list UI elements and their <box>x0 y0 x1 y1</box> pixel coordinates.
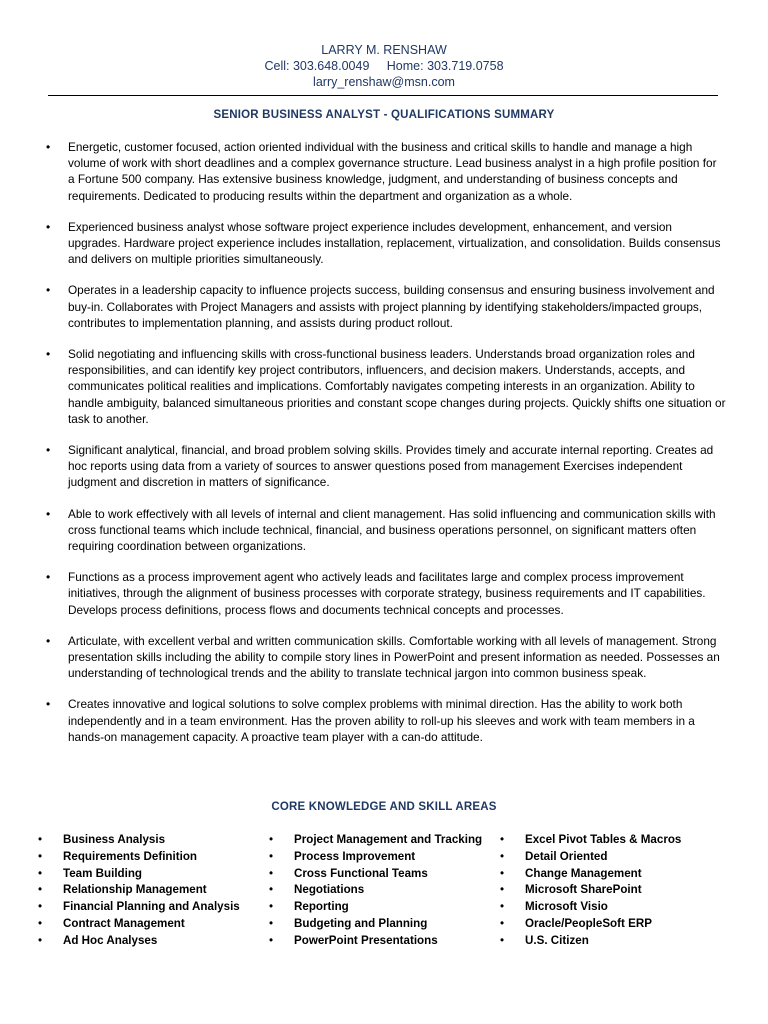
bullet-marker: • <box>269 900 274 914</box>
skill-item <box>500 832 720 849</box>
skill-label: Cross Functional Teams <box>294 866 428 880</box>
skill-label: Negotiations <box>294 883 365 897</box>
skill-item <box>38 866 269 883</box>
skill-item <box>500 849 720 866</box>
summary-bullet-text: Able to work effectively with all levels of internal and client management. Has solid influencing and communication skills with cross functional teams which include technical, financial, and business operations personnel, on significant matters often requiring coordination between organizations. <box>68 506 716 554</box>
resume-header <box>0 42 768 90</box>
summary-bullet <box>46 139 726 204</box>
summary-bullet <box>46 442 726 491</box>
skill-label: Reporting <box>294 900 349 914</box>
bullet-marker: • <box>269 933 274 947</box>
summary-title: SENIOR BUSINESS ANALYST - QUALIFICATIONS SUMMARY <box>213 109 555 121</box>
bullet-marker: • <box>46 443 51 458</box>
skill-label: U.S. Citizen <box>525 933 589 947</box>
summary-bullet-text: Functions as a process improvement agent who actively leads and facilitates large and complex process improvement initiatives, through the alignment of business processes with corporate strategy, business requirements and IT capabilities. Develops process definitions, process flows and documents technical concepts and processes. <box>68 570 706 617</box>
skill-label: Oracle/PeopleSoft ERP <box>525 916 652 930</box>
skill-item <box>269 916 500 933</box>
skill-label: PowerPoint Presentations <box>294 933 438 947</box>
summary-bullet <box>46 569 726 618</box>
skill-item <box>38 933 269 950</box>
bullet-marker: • <box>269 916 274 930</box>
summary-bullet <box>46 282 726 331</box>
skills-title: CORE KNOWLEDGE AND SKILL AREAS <box>271 801 497 813</box>
skill-item <box>500 866 720 883</box>
bullet-marker: • <box>500 933 505 947</box>
skill-item <box>500 882 720 899</box>
bullet-marker: • <box>269 833 274 846</box>
bullet-marker: • <box>38 849 43 863</box>
skill-item <box>500 916 720 933</box>
skill-item <box>38 849 269 866</box>
summary-bullet-text: Energetic, customer focused, action oriented individual with the business and critical skills to handle and manage a high volume of work with short deadlines and a complex governance structure. Lead business analyst in a high profile position for a Fortune 500 company. Has extensive business knowledge, judgment, and understanding of business concepts and requirements. Dedicated to producing results within the department and organization as a whole. <box>68 140 717 203</box>
summary-bullet-text: Operates in a leadership capacity to influence projects success, building consensus and ensuring business involvement and buy-in. Collaborates with Project Managers and assists with project planning by identifying stakeholders/impacted groups, contributes to implementation planning, and assists during product rollout. <box>68 283 715 330</box>
summary-list <box>46 139 726 760</box>
bullet-marker: • <box>38 916 43 930</box>
bullet-marker: • <box>38 883 43 897</box>
email-address: larry_renshaw@msn.com <box>313 75 455 89</box>
candidate-name: LARRY M. RENSHAW <box>321 43 447 57</box>
bullet-marker: • <box>46 219 51 234</box>
bullet-marker: • <box>500 833 505 846</box>
skill-label: Process Improvement <box>294 849 416 863</box>
bullet-marker: • <box>269 883 274 897</box>
bullet-marker: • <box>38 900 43 914</box>
bullet-marker: • <box>269 866 274 880</box>
bullet-marker: • <box>46 697 51 712</box>
bullet-marker: • <box>500 916 505 930</box>
skill-label: Contract Management <box>63 916 185 930</box>
skill-label: Ad Hoc Analyses <box>63 933 158 947</box>
summary-bullet <box>46 346 726 427</box>
summary-bullet <box>46 506 726 555</box>
skill-item <box>500 899 720 916</box>
skill-label: Microsoft Visio <box>525 900 608 914</box>
summary-bullet-text: Solid negotiating and influencing skills with cross-functional business leaders. Understands broad organization roles and responsibilities, and can identify key project contributors, influencers, and decision makers. Understands, accepts, and communicates political realities and implications. Comfortably navigates competing interests in an organization. Ability to handle ambiguity, balanced simultaneous priorities and constant scope changes during projects. Quickly shifts one situation or task to another. <box>68 347 726 426</box>
skill-item <box>500 933 720 950</box>
skill-label: Project Management and Tracking <box>294 833 483 846</box>
summary-bullet <box>46 696 726 745</box>
skill-label: Requirements Definition <box>63 849 197 863</box>
bullet-marker: • <box>46 140 51 154</box>
skill-item <box>269 882 500 899</box>
bullet-marker: • <box>46 347 51 362</box>
skill-label: Change Management <box>525 866 642 880</box>
skill-label: Team Building <box>63 866 143 880</box>
header-divider <box>48 95 718 96</box>
bullet-marker: • <box>46 633 51 648</box>
skill-label: Relationship Management <box>63 883 207 897</box>
bullet-marker: • <box>500 849 505 863</box>
skill-label: Budgeting and Planning <box>294 916 428 930</box>
skill-item <box>269 866 500 883</box>
skill-item <box>38 899 269 916</box>
bullet-marker: • <box>500 883 505 897</box>
summary-bullet-text: Significant analytical, financial, and broad problem solving skills. Provides timely and accurate internal reporting. Creates ad hoc reports using data from a variety of sources to answer questions posed from management Exercises independent judgment and discretion in matters of significance. <box>68 443 714 490</box>
summary-bullet <box>46 219 726 268</box>
bullet-marker: • <box>46 283 51 298</box>
summary-bullet <box>46 633 726 682</box>
skill-label: Financial Planning and Analysis <box>63 900 240 914</box>
bullet-marker: • <box>38 866 43 880</box>
skill-label: Business Analysis <box>63 833 166 846</box>
bullet-marker: • <box>269 849 274 863</box>
skill-label: Detail Oriented <box>525 849 608 863</box>
skill-label: Microsoft SharePoint <box>525 883 642 897</box>
skill-item <box>269 933 500 950</box>
summary-bullet-text: Experienced business analyst whose software project experience includes development, enhancement, and version upgrades. Hardware project experience includes installation, replacement, virtualization, and consolidation. Builds consensus and delivers on multiple priorities simultaneously. <box>68 219 721 267</box>
skill-item <box>38 882 269 899</box>
phone-numbers: Cell: 303.648.0049 Home: 303.719.0758 <box>264 59 504 73</box>
bullet-marker: • <box>500 866 505 880</box>
skills-grid <box>38 832 738 950</box>
skill-item <box>269 899 500 916</box>
bullet-marker: • <box>46 506 51 521</box>
skills-column-1 <box>38 832 269 950</box>
skill-item <box>269 849 500 866</box>
skill-item <box>38 916 269 933</box>
skills-column-2 <box>269 832 500 950</box>
summary-bullet-text: Creates innovative and logical solutions to solve complex problems with minimal direction. Has the ability to work both independently and in a team environment. Has the proven ability to roll-up his sleeves and work with team members in a hands-on management capacity. A proactive team player with a can-do attitude. <box>68 697 695 744</box>
skill-item <box>38 832 269 849</box>
bullet-marker: • <box>500 900 505 914</box>
skill-label: Excel Pivot Tables & Macros <box>525 833 682 846</box>
skills-column-3 <box>500 832 720 950</box>
summary-bullet-text: Articulate, with excellent verbal and written communication skills. Comfortable working with all levels of management. Strong presentation skills including the ability to compile story lines in PowerPoint and present information as needed. Possesses an understanding of technological trends and the ability to translate technical jargon into common business speak. <box>68 633 720 681</box>
bullet-marker: • <box>38 833 43 846</box>
bullet-marker: • <box>46 570 51 585</box>
bullet-marker: • <box>38 933 43 947</box>
skill-item <box>269 832 500 849</box>
